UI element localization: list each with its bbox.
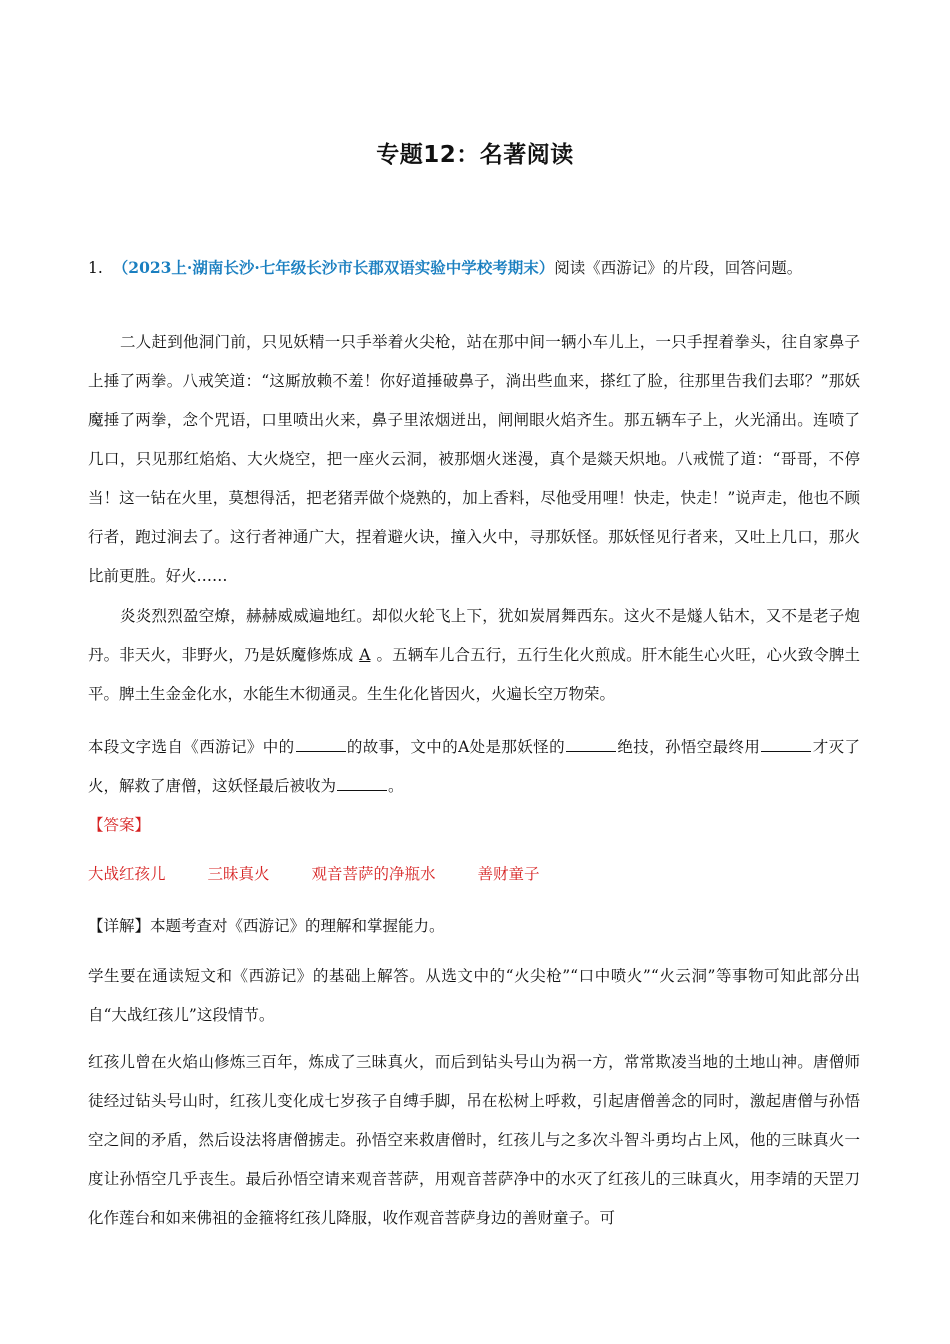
answer-item: 善财童子	[477, 865, 540, 883]
question-header	[88, 256, 868, 280]
question-source: （2023上·湖南长沙·七年级长沙市长郡双语实验中学校考期末）	[112, 258, 555, 277]
ask-part-3: 绝技，孙悟空最终用	[616, 738, 761, 756]
question-text	[88, 728, 860, 806]
passage-2-before: 炎炎烈烈盈空燎，赫赫威威遍地红。却似火轮飞上下，犹如炭屑舞西东。这火不是燧人钻木，又不是老子炮丹。非天火，非野火，乃是妖魔修炼成	[88, 607, 860, 664]
passage-paragraph-1: 二人赶到他洞门前，只见妖精一只手举着火尖枪，站在那中间一辆小车儿上，一只手捏着拳头，往自家鼻子上捶了两拳。八戒笑道：“这厮放赖不羞！你好道捶破鼻子，淌出些血来，搽红了脸，往那里告我们去耶？”那妖魔捶了两拳，念个咒语，口里喷出火来，鼻子里浓烟迸出，闸闸眼火焰齐生。那五辆车子上，火光涌出。连喷了几口，只见那红焰焰、大火烧空，把一座火云洞，被那烟火迷漫，真个是燚天炽地。八戒慌了道：“哥哥，不停当！这一钻在火里，莫想得活，把老猪弄做个烧熟的，加上香料，尽他受用哩！快走，快走！”说声走，他也不顾行者，跑过涧去了。这行者神通广大，捏着避火诀，撞入火中，寻那妖怪。那妖怪见行者来，又吐上几口，那火比前更胜。好火……	[88, 333, 860, 585]
answer-blank-1	[296, 735, 346, 752]
blank-a: A	[359, 646, 371, 664]
answer-item: 三昧真火	[207, 865, 270, 883]
ask-part-4: 才灭了火，解救了唐僧，这妖怪最后被收为	[88, 738, 860, 795]
answer-blank-3	[761, 735, 811, 752]
ask-part-5: 。	[388, 777, 404, 795]
ask-part-2: 的故事，文中的A处是那妖怪的	[346, 738, 565, 756]
passage-2-after: 。五辆车儿合五行，五行生化火煎成。肝木能生心火旺，心火致令脾土平。脾土生金金化水，水能生木彻通灵。生生化化皆因火，火遍长空万物荣。	[88, 646, 860, 703]
answer-blank-4	[337, 774, 387, 791]
explanation-paragraph-3: 红孩儿曾在火焰山修炼三百年，炼成了三昧真火，而后到钻头号山为祸一方，常常欺凌当地的土地山神。唐僧师徒经过钻头号山时，红孩儿变化成七岁孩子自缚手脚，吊在松树上呼救，引起唐僧善念的同时，激起唐僧与孙悟空之间的矛盾，然后设法将唐僧掳走。孙悟空来救唐僧时，红孩儿与之多次斗智斗勇均占上风，他的三昧真火一度让孙悟空几乎丧生。最后孙悟空请来观音菩萨，用观音菩萨净中的水灭了红孩儿的三昧真火，用李靖的天罡刀化作莲台和如来佛祖的金箍将红孩儿降服，收作观音菩萨身边的善财童子。可	[88, 1053, 860, 1227]
explanation-paragraph-2: 学生要在通读短文和《西游记》的基础上解答。从选文中的“火尖枪”“口中喷火”“火云洞”等事物可知此部分出自“大战红孩儿”这段情节。	[88, 967, 860, 1024]
answer-list	[88, 862, 582, 884]
page-title: 专题12：名著阅读	[376, 142, 574, 168]
explanation-line-1: 【详解】本题考查对《西游记》的理解和掌握能力。	[88, 917, 445, 935]
ask-part-1: 本段文字选自《西游记》中的	[88, 738, 295, 756]
answer-item: 大战红孩儿	[88, 865, 166, 883]
passage-paragraph-2	[88, 597, 860, 714]
answer-blank-2	[566, 735, 616, 752]
answer-item: 观音菩萨的净瓶水	[311, 865, 436, 883]
answer-label: 【答案】	[88, 816, 151, 834]
question-prompt: 阅读《西游记》的片段，回答问题。	[554, 259, 803, 277]
question-number: 1.	[88, 259, 103, 277]
